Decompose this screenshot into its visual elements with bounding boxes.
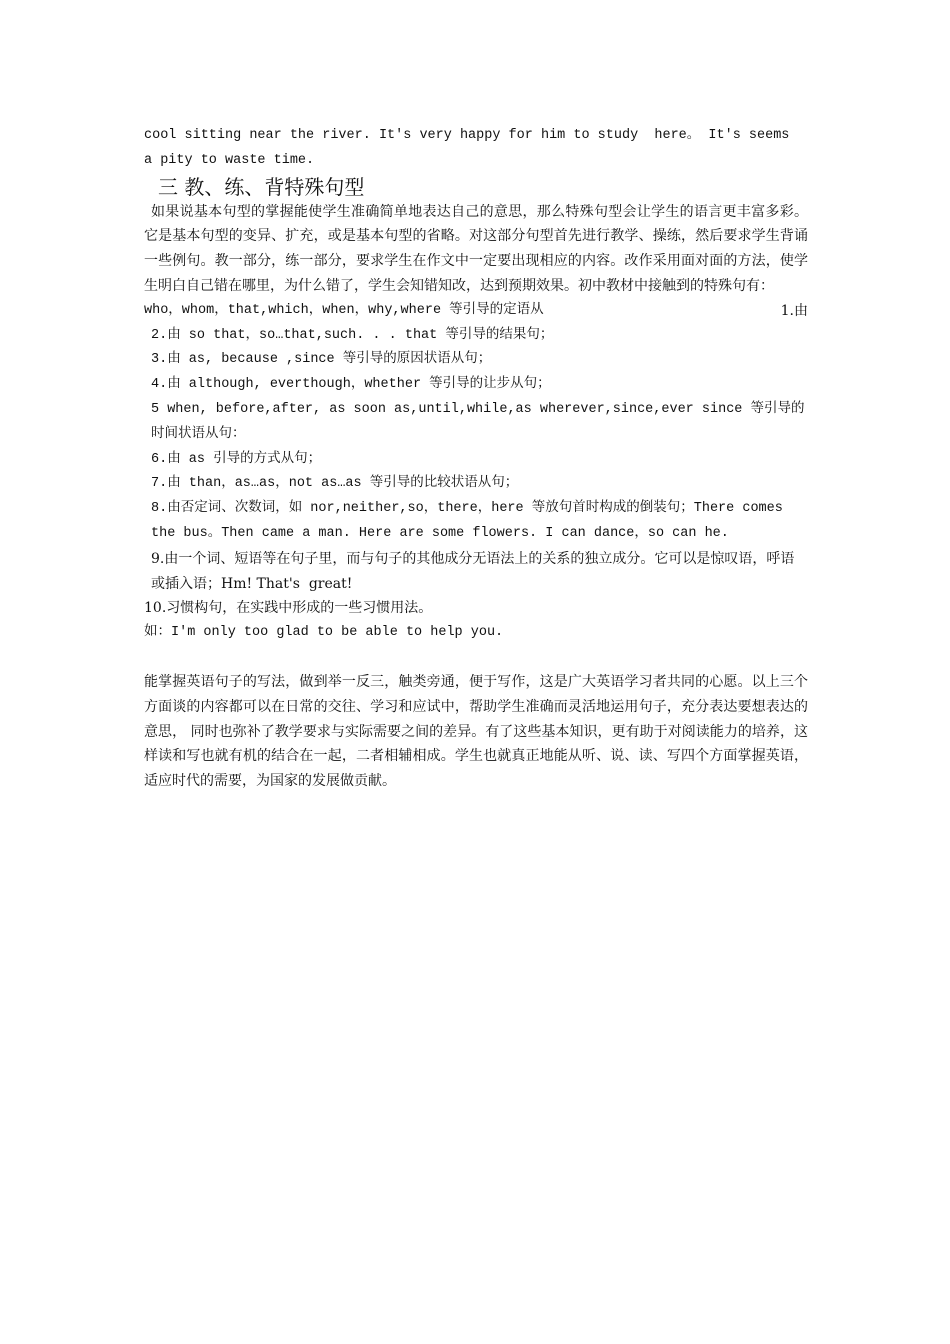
- example-sentence: 如：I'm only too glad to be able to help you.: [144, 625, 504, 641]
- intro-text: 如果说基本句型的掌握能使学生准确简单地表达自己的意思，那么特殊句型会让学生的语言更丰富多彩。它是基本句型的变异、扩充，或是基本句型的省略。对这部分句型首先进行教学、操练，然后要求学生背诵一些例句。教一部分，练一部分，要求学生在作文中一定要出现相应的内容。改作采用面对面的方法，使学生明白自己错在哪里，为什么错了，学生会知错知改，达到预期效果。初中教材中接触到的特殊句有：: [144, 203, 808, 294]
- document-page: [144, 124, 808, 794]
- item-8: 8.由否定词、次数词，如 nor,neither,so，there，here 等放句首时构成的倒装句；There comes the bus。Then came a man. Here are some flowers. I can dance，so can he.: [151, 501, 791, 541]
- item-5: 5 when, before,after, as soon as,until,while,as wherever,since,ever since 等引导的时间状语从句：: [151, 401, 805, 442]
- item-1-number: 1.由: [780, 302, 808, 319]
- item-1: who，whom，that,which，when，why,where 等引导的定语从: [144, 302, 544, 318]
- paragraph-gap: [144, 646, 808, 670]
- item-6: 6.由 as 引导的方式从句；: [151, 451, 322, 467]
- item-7: 7.由 than，as…as，not as…as 等引导的比较状语从句；: [151, 476, 519, 492]
- item-3: 3.由 as, because ,since 等引导的原因状语从句；: [151, 352, 492, 368]
- continued-line-1: cool sitting near the river. It's very happy for him to study here。 It's seems: [144, 128, 790, 143]
- item-10: 10.习惯构句，在实践中形成的一些习惯用法。: [144, 600, 433, 617]
- continued-line-2: a pity to waste time.: [144, 152, 315, 168]
- closing-paragraph: 能掌握英语句子的写法，做到举一反三，触类旁通，便于写作，这是广大英语学习者共同的心愿。以上三个方面谈的内容都可以在日常的交往、学习和应试中，帮助学生准确而灵活地运用句子，充分表达要想表达的意思， 同时也弥补了教学要求与实际需要之间的差异。有了这些基本知识，更有助于对阅读能力的培养，这样读和写也就有机的结合在一起，二者相辅相成。学生也就真正地能从听、说、读、写四个方面掌握英语，适应时代的需要，为国家的发展做贡献。: [144, 673, 808, 790]
- item-2: 2.由 so that，so…that,such. . . that 等引导的结果句；: [151, 327, 554, 343]
- section-heading: 三 教、练、背特殊句型: [158, 174, 365, 199]
- item-4: 4.由 although, everthough，whether 等引导的让步从句；: [151, 377, 551, 393]
- item-9: 9.由一个词、短语等在句子里，而与句子的其他成分无语法上的关系的独立成分。它可以是惊叹语，呼语或插入语；Hm! That's great!: [151, 550, 795, 592]
